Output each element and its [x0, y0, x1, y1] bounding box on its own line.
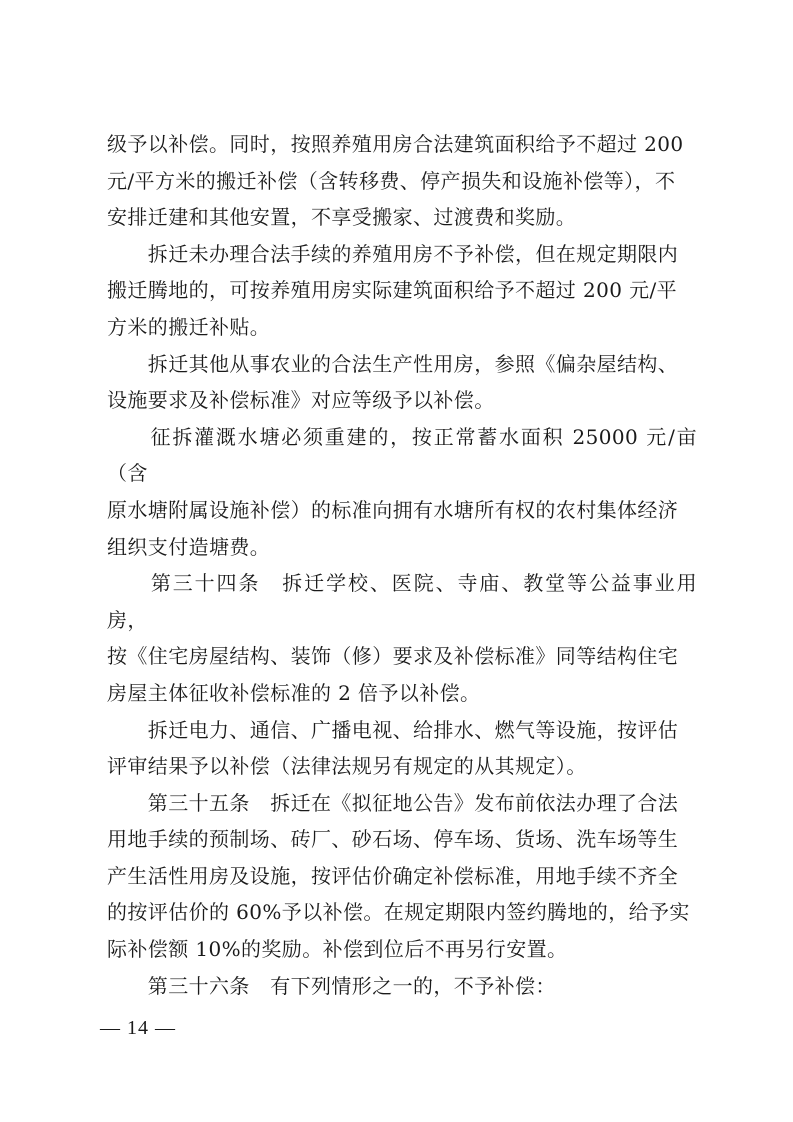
paragraph: 征拆灌溉水塘必须重建的，按正常蓄水面积 25000 元/亩（含 原水塘附属设施补偿）的标准向拥有水塘所有权的农村集体经济 组织支付造塘费。	[107, 424, 697, 559]
paragraph: 拆迁其他从事农业的合法生产性用房，参照《偏杂屋结构、 设施要求及补偿标准》对应等级予以补偿。	[107, 351, 679, 413]
body-text	[107, 126, 697, 1004]
article-36-paragraph: 第三十六条 有下列情形之一的，不予补偿：	[107, 973, 556, 998]
paragraph: 拆迁未办理合法手续的养殖用房不予补偿，但在规定期限内 搬迁腾地的，可按养殖用房实际建筑面积给予不超过 200 元/平 方米的搬迁补贴。	[107, 241, 679, 339]
paragraph: 拆迁电力、通信、广播电视、给排水、燃气等设施，按评估 评审结果予以补偿（法律法规另有规定的从其规定）。	[107, 717, 679, 779]
page-number: — 14 —	[100, 1017, 176, 1039]
paragraph: 级予以补偿。同时，按照养殖用房合法建筑面积给予不超过 200 元/平方米的搬迁补偿（含转移费、停产损失和设施补偿等），不 安排迁建和其他安置，不享受搬家、过渡费和奖励。	[107, 132, 684, 230]
article-35-paragraph: 第三十五条 拆迁在《拟征地公告》发布前依法办理了合法 用地手续的预制场、砖厂、砂石场、停车场、货场、洗车场等生 产生活性用房及设施，按评估价确定补偿标准，用地手续不齐全 的按评估价的 60%予以补偿。在规定期限内签约腾地的，给予实 际补偿额 10%的奖励。补偿到位后不再另行安置。	[107, 790, 690, 962]
article-34-paragraph: 第三十四条 拆迁学校、医院、寺庙、教堂等公益事业用房， 按《住宅房屋结构、装饰（修）要求及补偿标准》同等结构住宅 房屋主体征收补偿标准的 2 倍予以补偿。	[107, 571, 697, 705]
